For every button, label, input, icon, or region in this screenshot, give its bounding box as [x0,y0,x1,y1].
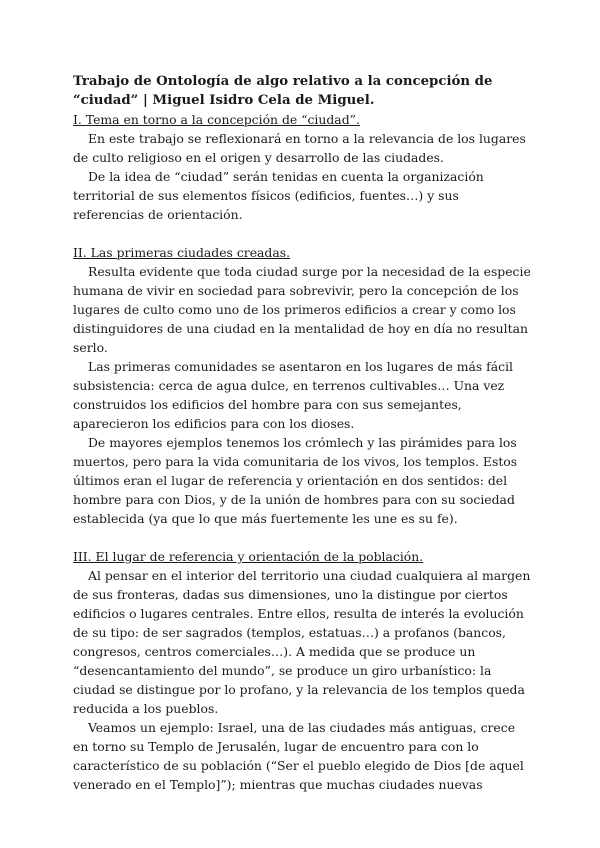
paragraph: En este trabajo se reflexionará en torno a la relevancia de los lugares de culto religioso en el origen y desarrollo de las ciudades. [73,131,526,165]
section-spacer [73,528,531,547]
paragraph: Al pensar en el interior del territorio una ciudad cualquiera al margen de sus fronteras, dadas sus dimensiones, uno la distingue por ciertos edificios o lugares centrales. Entre ellos, resulta de interés la evolución de su tipo: de ser sagrados (templos, estatuas…) a profanos (bancos, congresos, centros comerciales…). A medida que se produce un “desencantamiento del mundo”, se produce un giro urbanístico: la ciudad se distingue por lo profano, y la relevancia de los templos queda reducida a los pueblos. [73,568,531,716]
document-title: Trabajo de Ontología de algo relativo a la concepción de “ciudad” | Miguel Isidro Cela de Miguel. [73,74,493,108]
section-heading-2: II. Las primeras ciudades creadas. [73,245,291,260]
section-spacer [73,224,531,243]
paragraph: De la idea de “ciudad” serán tenidas en cuenta la organización territorial de sus elementos físicos (edificios, fuentes…) y sus referencias de orientación. [73,169,484,222]
paragraph: Veamos un ejemplo: Israel, una de las ciudades más antiguas, crece en torno su Templo de Jerusalén, lugar de encuentro para con lo característico de su población (“Ser el pueblo elegido de Dios [de aquel venerado en el Templo]”); mientras que muchas ciudades nuevas [73,720,524,792]
paragraph: Resulta evidente que toda ciudad surge por la necesidad de la especie humana de vivir en sociedad para sobrevivir, pero la concepción de los lugares de culto como uno de los primeros edificios a crear y como los distinguidores de una ciudad en la mentalidad de hoy en día no resultan serlo. [73,264,531,355]
section-heading-3: III. El lugar de referencia y orientación de la población. [73,549,424,564]
document-page [73,72,531,794]
paragraph: De mayores ejemplos tenemos los crómlech y las pirámides para los muertos, pero para la vida comunitaria de los vivos, los templos. Estos últimos eran el lugar de referencia y orientación en dos sentidos: del hombre para con Dios, y de la unión de hombres para con su sociedad establecida (ya que lo que más fuertemente les une es su fe). [73,435,518,526]
section-heading-1: I. Tema en torno a la concepción de “ciudad”. [73,112,360,127]
paragraph: Las primeras comunidades se asentaron en los lugares de más fácil subsistencia: cerca de agua dulce, en terrenos cultivables… Una vez construidos los edificios del hombre para con sus semejantes, aparecieron los edificios para con los dioses. [73,359,513,431]
